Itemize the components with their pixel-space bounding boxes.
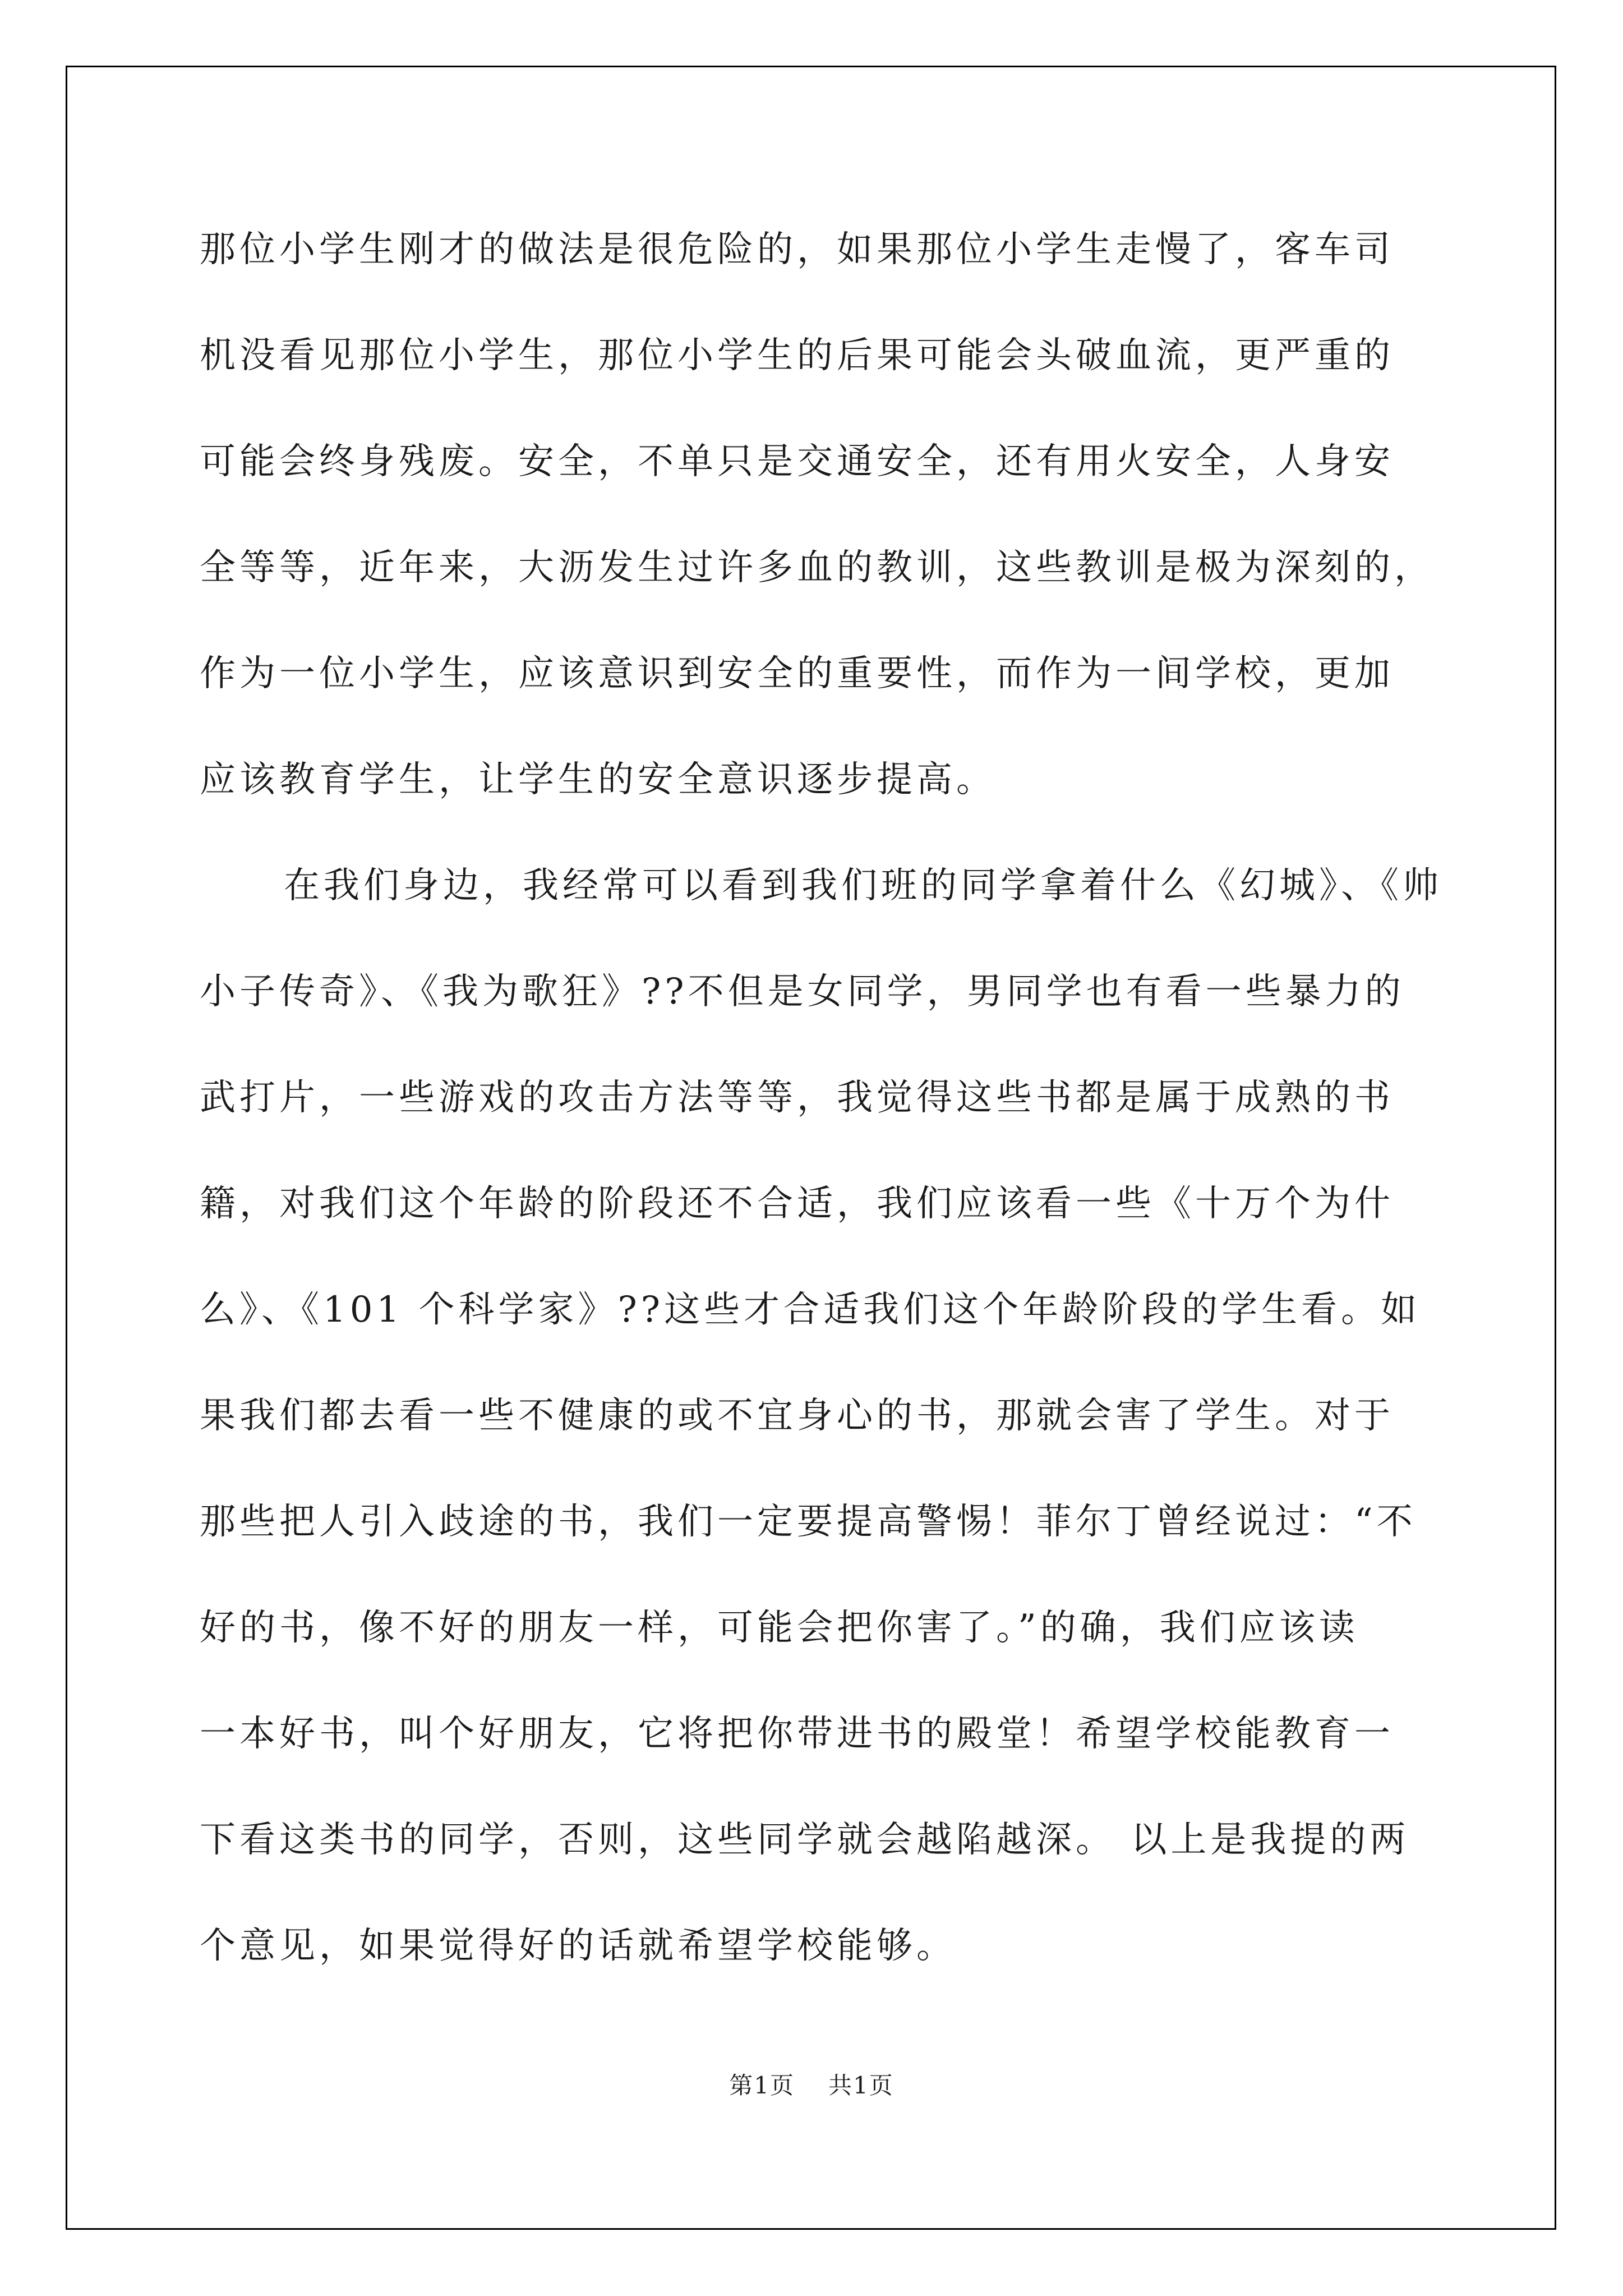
text-line: 可能会终身残废。安全，不单只是交通安全，还有用火安全，人身安 <box>200 441 1394 482</box>
text-line: 武打片，一些游戏的攻击方法等等，我觉得这些书都是属于成熟的书 <box>200 1077 1394 1119</box>
paragraph-start-line: 在我们身边，我经常可以看到我们班的同学拿着什么《幻城》、《帅 <box>284 865 1442 907</box>
document-body <box>200 208 1442 2010</box>
text-line: 全等等，近年来，大沥发生过许多血的教训，这些教训是极为深刻的， <box>200 547 1434 588</box>
text-line: 那位小学生刚才的做法是很危险的，如果那位小学生走慢了，客车司 <box>200 229 1394 270</box>
text-line: 个意见，如果觉得好的话就希望学校能够。 <box>200 1925 956 1967</box>
text-line: 果我们都去看一些不健康的或不宜身心的书，那就会害了学生。对于 <box>200 1395 1394 1437</box>
page-number: 第1页 <box>729 2072 795 2099</box>
text-line: 那些把人引入歧途的书，我们一定要提高警惕！菲尔丁曾经说过：“不 <box>200 1501 1417 1543</box>
text-line: 机没看见那位小学生，那位小学生的后果可能会头破血流，更严重的 <box>200 335 1394 376</box>
text-line: 作为一位小学生，应该意识到安全的重要性，而作为一间学校，更加 <box>200 653 1394 694</box>
text-line: 籍，对我们这个年龄的阶段还不合适，我们应该看一些《十万个为什 <box>200 1183 1394 1225</box>
text-line: 好的书，像不好的朋友一样，可能会把你害了。”的确，我们应该读 <box>200 1607 1359 1649</box>
page-total: 共1页 <box>828 2072 894 2099</box>
text-line: 小子传奇》、《我为歌狂》??不但是女同学，男同学也有看一些暴力的 <box>200 971 1405 1013</box>
text-line: 应该教育学生，让学生的安全意识逐步提高。 <box>200 759 996 800</box>
text-line: 下看这类书的同学，否则，这些同学就会越陷越深。 以上是我提的两 <box>200 1819 1410 1861</box>
text-line: 么》、《101 个科学家》??这些才合适我们这个年龄阶段的学生看。如 <box>200 1289 1421 1331</box>
text-line: 一本好书，叫个好朋友，它将把你带进书的殿堂！希望学校能教育一 <box>200 1713 1394 1755</box>
page-footer <box>0 2067 1623 2101</box>
